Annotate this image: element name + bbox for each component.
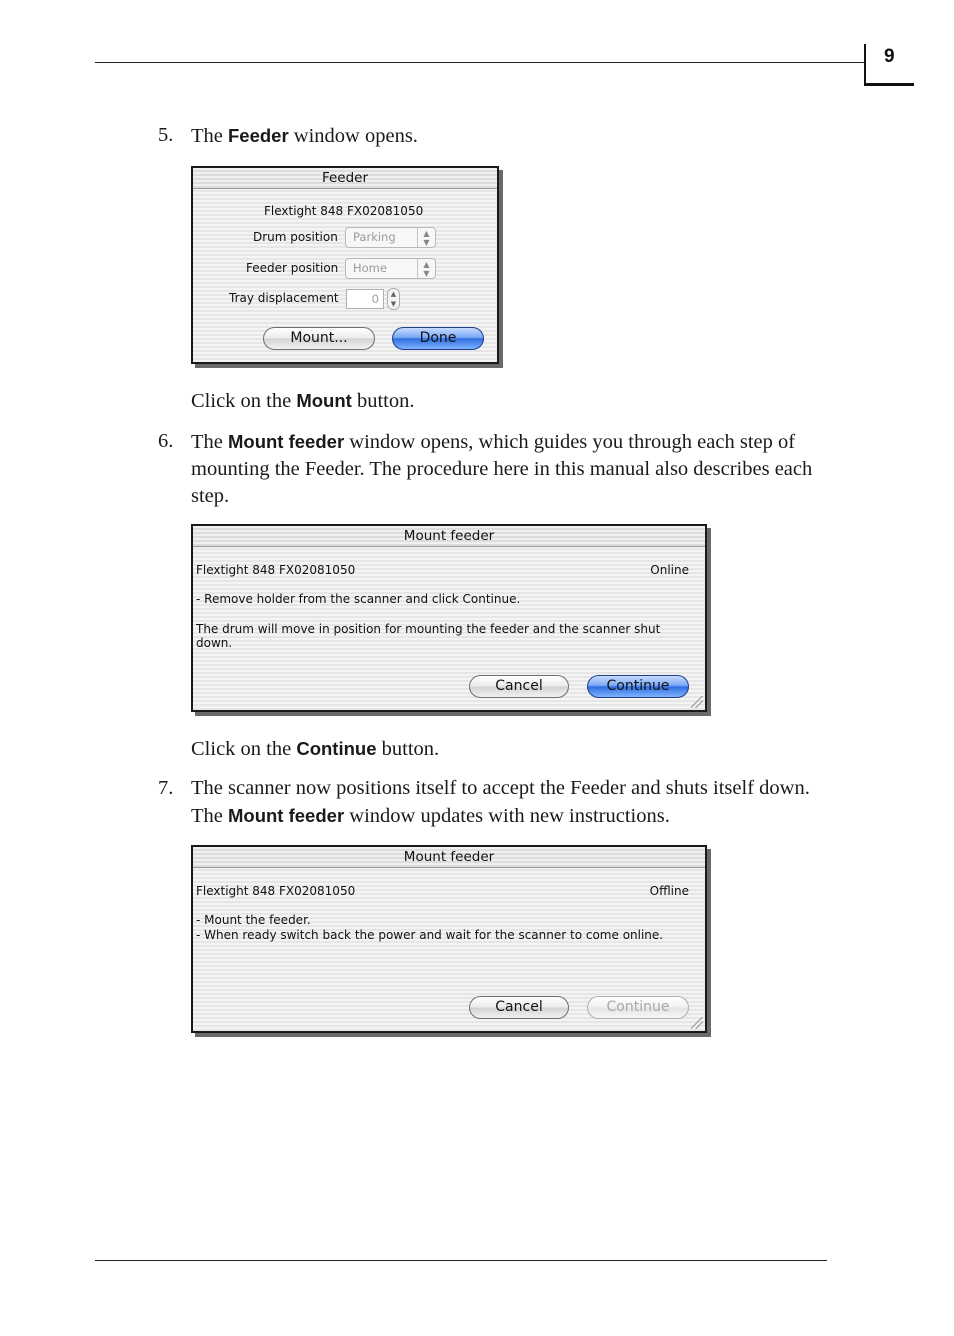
instruction-post: button.: [376, 738, 440, 760]
page-number: 9: [884, 46, 895, 67]
tray-displacement-stepper[interactable]: ▲ ▼: [387, 288, 400, 310]
drum-position-value: Parking: [353, 230, 396, 244]
tray-displacement-label: Tray displacement: [229, 291, 339, 305]
step-text-post: window opens.: [288, 125, 418, 147]
updown-arrows-icon: ▲ ▼: [417, 259, 435, 278]
instruction-text: [191, 387, 831, 415]
instruction-pre: Click on the: [191, 738, 297, 760]
footer-rule: [95, 1260, 827, 1261]
instruction-line: - Remove holder from the scanner and click Continue.: [196, 592, 521, 606]
drum-position-label: Drum position: [253, 230, 338, 244]
dialog-title: Feeder: [193, 168, 497, 189]
instruction-line: down.: [196, 636, 233, 650]
updown-arrows-icon: ▲ ▼: [417, 228, 435, 247]
continue-button-disabled[interactable]: Continue: [587, 996, 689, 1019]
dialog-title: Mount feeder: [193, 526, 705, 547]
step-text: [191, 122, 831, 150]
done-button[interactable]: Done: [392, 327, 484, 350]
mount-feeder-dialog-online: [191, 524, 707, 712]
status-text: Offline: [649, 884, 689, 898]
tray-displacement-field[interactable]: 0: [346, 289, 384, 309]
status-text: Online: [650, 563, 689, 577]
instruction-line: - When ready switch back the power and wait for the scanner to come online.: [196, 928, 664, 942]
resize-grip-icon[interactable]: [691, 696, 703, 708]
step-text: [191, 775, 831, 830]
instruction-line: - Mount the feeder.: [196, 913, 311, 927]
step-text-pre: The: [191, 431, 228, 453]
instruction-pre: Click on the: [191, 390, 297, 412]
step-number: 7.: [158, 777, 174, 799]
instruction-post: button.: [351, 390, 415, 412]
step-text-bold: Feeder: [228, 125, 289, 146]
device-name: Flextight 848 FX02081050: [264, 204, 424, 218]
header-rule: [95, 62, 865, 63]
resize-grip-icon[interactable]: [691, 1017, 703, 1029]
step-number: 6.: [158, 430, 174, 452]
step-text-pre: The scanner now positions itself to accept the Feeder and shuts itself down. The: [191, 777, 810, 827]
instruction-bold: Continue: [296, 738, 377, 759]
instruction-line: The drum will move in position for mounting the feeder and the scanner shut: [196, 622, 661, 636]
mount-feeder-dialog-offline: [191, 845, 707, 1033]
feeder-dialog: [191, 166, 499, 364]
cancel-button[interactable]: Cancel: [469, 996, 569, 1019]
continue-button[interactable]: Continue: [587, 675, 689, 698]
feeder-position-value: Home: [353, 261, 387, 275]
step-text: [191, 428, 831, 510]
step-text-bold: Mount feeder: [228, 805, 345, 826]
instruction-bold: Mount: [296, 390, 352, 411]
step-text-post: window updates with new instructions.: [344, 805, 670, 827]
mount-button[interactable]: Mount...: [263, 327, 375, 350]
drum-position-popup[interactable]: [345, 227, 436, 248]
feeder-position-label: Feeder position: [246, 261, 339, 275]
step-text-bold: Mount feeder: [228, 431, 345, 452]
feeder-position-popup[interactable]: [345, 258, 436, 279]
step-text-post: window opens, which guides you through each step of mounting the Feeder. The procedure here in this manual also describes each step.: [191, 431, 813, 507]
cancel-button[interactable]: Cancel: [469, 675, 569, 698]
dialog-title: Mount feeder: [193, 847, 705, 868]
device-name: Flextight 848 FX02081050: [196, 884, 356, 898]
step-number: 5.: [158, 124, 174, 146]
instruction-text: [191, 735, 831, 763]
step-text-pre: The: [191, 125, 228, 147]
device-name: Flextight 848 FX02081050: [196, 563, 356, 577]
